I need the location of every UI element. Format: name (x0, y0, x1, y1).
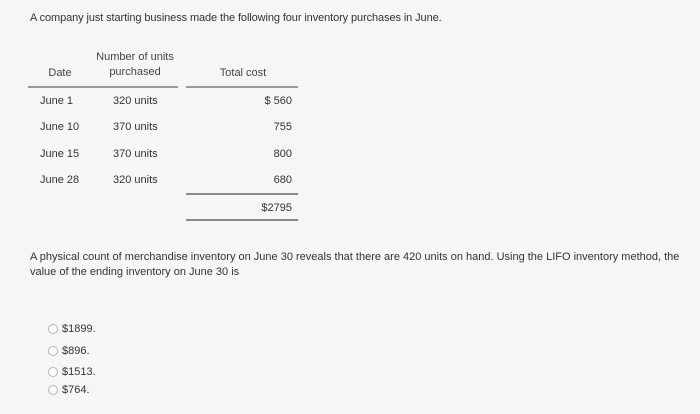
row-2-units: 370 units (113, 121, 158, 133)
header-date: Date (48, 67, 72, 79)
row-2-cost: 755 (273, 121, 292, 133)
radio-button[interactable] (48, 324, 58, 334)
row-3-units: 370 units (113, 148, 158, 160)
subtotal-divider (186, 193, 298, 195)
radio-button[interactable] (48, 346, 58, 356)
total-cost: $2795 (261, 202, 292, 214)
header-units-line2: purchased (109, 66, 161, 78)
header-units-line1: Number of units (96, 51, 174, 63)
option-2[interactable] (48, 345, 90, 357)
option-4-label: $764. (62, 384, 90, 396)
row-4-cost: 680 (273, 174, 292, 186)
row-3-date: June 15 (40, 148, 80, 160)
question-text: A physical count of merchandise inventory on June 30 reveals that there are 420 units on hand. Using the LIFO inventory method, the value of the ending inventory on June 30 is (30, 251, 680, 278)
problem-intro: A company just starting business made the following four inventory purchases in June. (30, 12, 442, 24)
header-divider-right (186, 86, 298, 88)
option-4[interactable] (48, 384, 90, 396)
radio-button[interactable] (48, 367, 58, 377)
row-2-date: June 10 (40, 121, 80, 133)
radio-button[interactable] (48, 385, 58, 395)
option-2-label: $896. (62, 345, 90, 357)
row-3-cost: 800 (273, 148, 292, 160)
header-divider-left (28, 86, 178, 88)
option-1[interactable] (48, 323, 96, 335)
row-1-cost: $ 560 (264, 95, 292, 107)
option-3[interactable] (48, 366, 96, 378)
option-1-label: $1899. (62, 323, 96, 335)
option-3-label: $1513. (62, 366, 96, 378)
row-1-date: June 1 (40, 95, 74, 107)
header-total-cost: Total cost (219, 67, 267, 79)
total-divider (186, 219, 298, 221)
row-1-units: 320 units (113, 95, 158, 107)
row-4-date: June 28 (40, 174, 80, 186)
header-units (90, 50, 180, 80)
row-4-units: 320 units (113, 174, 158, 186)
